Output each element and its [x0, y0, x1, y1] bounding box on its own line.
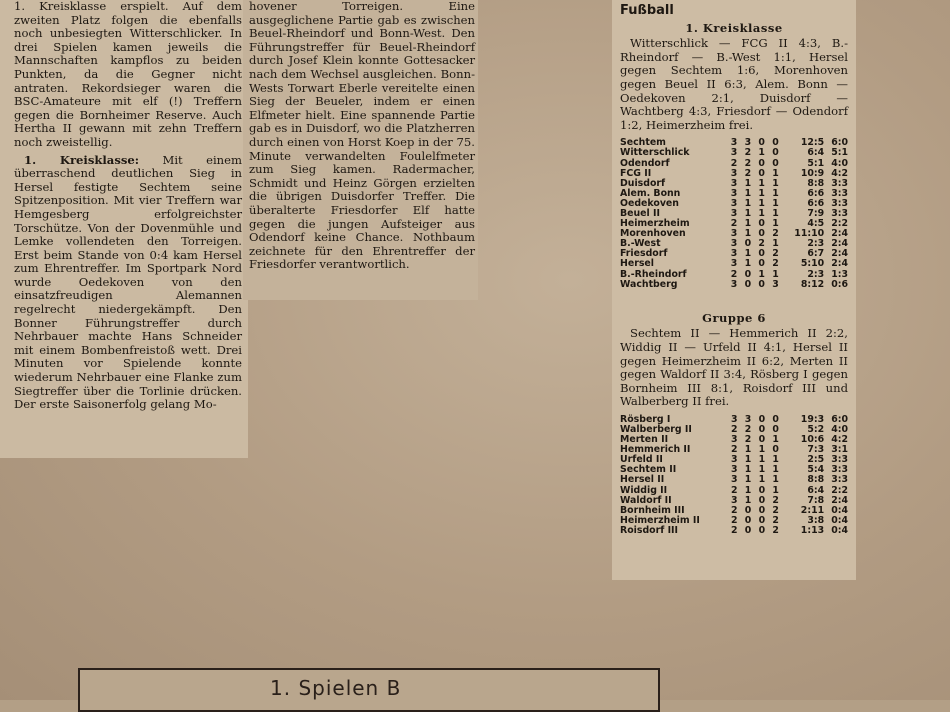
lost-cell: 1 [772, 454, 779, 466]
goals-cell: 4:5 [807, 218, 825, 230]
points-cell: 3:1 [831, 444, 848, 456]
won-cell: 1 [744, 248, 752, 260]
played-cell: 3 [730, 248, 738, 260]
points-cell: 2:4 [831, 494, 848, 506]
team-name-cell: Rösberg I [620, 413, 671, 425]
team-name-cell: Waldorf II [620, 494, 672, 506]
played-cell: 2 [730, 268, 738, 280]
won-cell: 1 [744, 197, 752, 209]
lost-cell: 3 [772, 278, 779, 290]
team-name-cell: Friesdorf [620, 248, 668, 260]
drawn-cell: 0 [758, 258, 765, 270]
drawn-cell: 1 [758, 147, 765, 159]
won-cell: 1 [744, 464, 752, 476]
lost-cell: 0 [772, 424, 779, 435]
bottom-box [78, 668, 660, 712]
drawn-cell: 1 [758, 474, 766, 486]
points-cell: 0:4 [831, 524, 848, 536]
points-cell: 5:1 [831, 147, 848, 159]
lost-cell: 1 [772, 484, 779, 496]
won-cell: 1 [744, 484, 752, 496]
won-cell: 3 [744, 137, 752, 149]
won-cell: 1 [744, 494, 752, 506]
table-row [620, 280, 848, 290]
drawn-cell: 1 [758, 208, 765, 219]
won-cell: 1 [744, 444, 752, 456]
kreisklasse-title: 1. Kreisklasse [685, 20, 783, 35]
won-cell: 1 [744, 218, 752, 230]
team-name-cell: Morenhoven [620, 228, 686, 240]
team-name-cell: B.-West [620, 238, 661, 250]
drawn-cell: 1 [758, 464, 766, 476]
points-cell: 0:4 [831, 514, 848, 526]
lost-cell: 1 [772, 474, 779, 486]
drawn-cell: 0 [758, 228, 765, 240]
goals-cell: 5:2 [807, 424, 825, 435]
won-cell: 1 [744, 177, 752, 189]
played-cell: 3 [730, 238, 738, 250]
lost-cell: 1 [772, 434, 779, 446]
drawn-cell: 0 [758, 504, 766, 516]
drawn-cell: 1 [758, 444, 766, 456]
team-name-cell: Merten II [620, 434, 669, 446]
played-cell: 3 [730, 147, 738, 159]
team-name-cell: FCG II [620, 167, 652, 179]
won-cell: 0 [744, 524, 752, 536]
drawn-cell: 0 [758, 278, 765, 290]
drawn-cell: 0 [758, 524, 766, 536]
goals-cell: 11:10 [794, 228, 825, 240]
drawn-cell: 0 [758, 434, 766, 446]
points-cell: 6:0 [831, 413, 848, 425]
lost-cell: 1 [772, 197, 779, 209]
drawn-cell: 1 [758, 177, 765, 189]
team-name-cell: Sechtem [620, 137, 666, 149]
won-cell: 0 [744, 504, 752, 516]
lost-cell: 0 [772, 157, 779, 169]
goals-cell: 6:7 [807, 248, 825, 260]
drawn-cell: 1 [758, 197, 765, 209]
points-cell: 1:3 [831, 268, 848, 280]
team-name-cell: Bornheim III [620, 504, 685, 516]
drawn-cell: 0 [758, 248, 765, 260]
won-cell: 2 [744, 157, 752, 169]
played-cell: 3 [730, 137, 738, 149]
won-cell: 0 [744, 238, 752, 250]
points-cell: 6:0 [831, 137, 848, 149]
played-cell: 2 [730, 524, 738, 536]
goals-cell: 7:3 [807, 444, 825, 456]
played-cell: 3 [730, 177, 738, 189]
left-paragraph-1: 1. Kreisklasse erspielt. Auf dem zweiten Platz folgen die ebenfalls noch unbesiegten Witterschlicker. In drei Spielen kamen jeweils die Mannschaften kampflos zu beiden Punkten, da die Gegner nicht antraten. Rekordsieger waren die BSC-Amateure mit elf (!) Treffern gegen die Bornheimer Reserve. Auch Hertha II gewann mit zehn Treffern noch zweistellig. [14, 0, 242, 149]
points-cell: 3:3 [831, 208, 848, 219]
drawn-cell: 1 [758, 454, 766, 466]
section-title: Fußball [620, 3, 674, 18]
played-cell: 2 [730, 424, 738, 435]
drawn-cell: 0 [758, 424, 766, 435]
points-cell: 3:3 [831, 454, 848, 466]
won-cell: 2 [744, 434, 752, 446]
points-cell: 3:3 [831, 197, 848, 209]
kreisklasse-standings-table [620, 138, 848, 289]
points-cell: 4:0 [831, 424, 848, 435]
lost-cell: 1 [772, 238, 779, 250]
gruppe-results: Sechtem II — Hemmerich II 2:2, Widdig II — Urfeld II 4:1, Hersel II gegen Heimerzheim II 6:2, Merten II gegen Waldorf II 3:4, Rösberg I gegen Bornheim III 8:1, Roisdorf III und Walberberg II frei. [620, 326, 848, 409]
goals-cell: 2:3 [807, 238, 825, 250]
played-cell: 3 [730, 258, 738, 270]
played-cell: 3 [730, 278, 738, 290]
won-cell: 2 [744, 147, 752, 159]
kreisklasse-results: Witterschlick — FCG II 4:3, B.-Rheindorf — B.-West 1:1, Hersel gegen Sechtem 1:6, Morenhoven gegen Beuel II 6:3, Alem. Bonn — Oedekoven 2:1, Duisdorf — Wachtberg 4:3, Friesdorf — Odendorf 1:2, Heimerzheim frei. [620, 36, 848, 132]
played-cell: 3 [730, 167, 738, 179]
drawn-cell: 0 [758, 157, 765, 169]
played-cell: 3 [730, 474, 738, 486]
lost-cell: 2 [772, 524, 779, 536]
points-cell: 4:2 [831, 167, 848, 179]
left-column [14, 0, 242, 412]
goals-cell: 2:11 [800, 504, 825, 516]
points-cell: 0:4 [831, 504, 848, 516]
played-cell: 3 [730, 413, 738, 425]
lost-cell: 2 [772, 258, 779, 270]
played-cell: 3 [730, 197, 738, 209]
team-name-cell: Roisdorf III [620, 524, 679, 536]
goals-cell: 10:9 [800, 167, 825, 179]
team-name-cell: Hersel II [620, 474, 665, 486]
goals-cell: 6:4 [807, 147, 825, 159]
points-cell: 2:4 [831, 238, 848, 250]
team-name-cell: Witterschlick [620, 147, 690, 159]
played-cell: 3 [730, 494, 738, 506]
goals-cell: 8:8 [807, 177, 825, 189]
lost-cell: 0 [772, 137, 779, 149]
team-name-cell: Sechtem II [620, 464, 677, 476]
played-cell: 2 [730, 504, 738, 516]
lost-cell: 0 [772, 147, 779, 159]
team-name-cell: Duisdorf [620, 177, 666, 189]
goals-cell: 10:6 [800, 434, 825, 446]
won-cell: 3 [744, 413, 752, 425]
drawn-cell: 2 [758, 238, 765, 250]
drawn-cell: 0 [758, 413, 766, 425]
team-name-cell: Oedekoven [620, 197, 679, 209]
goals-cell: 2:3 [807, 268, 825, 280]
won-cell: 0 [744, 268, 752, 280]
team-name-cell: Wachtberg [620, 278, 678, 290]
team-name-cell: Walberberg II [620, 424, 692, 435]
lost-cell: 1 [772, 208, 779, 219]
won-cell: 1 [744, 474, 752, 486]
lost-cell: 1 [772, 464, 779, 476]
points-cell: 2:2 [831, 484, 848, 496]
team-name-cell: Urfeld II [620, 454, 663, 466]
won-cell: 2 [744, 424, 752, 435]
team-name-cell: Widdig II [620, 484, 668, 496]
team-name-cell: Hemmerich II [620, 444, 691, 456]
played-cell: 3 [730, 464, 738, 476]
points-cell: 2:4 [831, 228, 848, 240]
middle-paragraph: hovener Torreigen. Eine ausgeglichene Partie gab es zwischen Beuel-Rheindorf und Bonn-West. Den Führungstreffer für Beuel-Rheindorf durch Josef Klein konnte Gottesacker nach dem Wechsel ausgleichen. Bonn-Wests Torwart Eberle vereitelte einen Sieg der Beueler, indem er einen Elfmeter hielt. Eine spannende Partie gab es in Duisdorf, wo die Platzherren durch einen von Horst Koep in der 75. Minute verwandelten Foulelfmeter zum Sieg kamen. Radermacher, Schmidt und Heinz Görgen erzielten die übrigen Duisdorfer Treffer. Die überalterte Friesdorfer Elf hatte gegen die jungen Aufsteiger aus Odendorf keine Chance. Nothbaum zeichnete für den Ehrentreffer der Friesdorfer verantwortlich. [249, 0, 475, 272]
drawn-cell: 0 [758, 494, 766, 506]
gruppe-title: Gruppe 6 [702, 310, 766, 325]
goals-cell: 7:9 [807, 208, 825, 219]
goals-cell: 6:6 [807, 197, 825, 209]
played-cell: 2 [730, 484, 738, 496]
lost-cell: 2 [772, 504, 779, 516]
lost-cell: 1 [772, 187, 779, 199]
played-cell: 3 [730, 228, 738, 240]
drawn-cell: 0 [758, 137, 765, 149]
drawn-cell: 0 [758, 514, 766, 526]
team-name-cell: Odendorf [620, 157, 670, 169]
team-name-cell: Heimerzheim [620, 218, 690, 230]
lost-cell: 1 [772, 218, 779, 230]
played-cell: 3 [730, 454, 738, 466]
won-cell: 1 [744, 258, 752, 270]
lost-cell: 2 [772, 248, 779, 260]
played-cell: 2 [730, 157, 738, 169]
drawn-cell: 1 [758, 187, 765, 199]
points-cell: 0:6 [831, 278, 848, 290]
team-name-cell: Beuel II [620, 208, 660, 219]
points-cell: 3:3 [831, 474, 848, 486]
goals-cell: 8:12 [800, 278, 825, 290]
played-cell: 2 [730, 444, 738, 456]
lost-cell: 0 [772, 413, 779, 425]
won-cell: 1 [744, 228, 752, 240]
gruppe-standings-table [620, 415, 848, 536]
played-cell: 2 [730, 218, 738, 230]
won-cell: 2 [744, 167, 752, 179]
team-name-cell: Alem. Bonn [620, 187, 681, 199]
goals-cell: 6:4 [807, 484, 825, 496]
kreisklasse-lead: 1. Kreisklasse: [24, 152, 140, 167]
middle-column [249, 0, 475, 272]
lost-cell: 1 [772, 167, 779, 179]
won-cell: 0 [744, 514, 752, 526]
kreisklasse-text: Mit einem überraschend deutlichen Sieg in Hersel festigte Sechtem seine Spitzenposition. Mit vier Treffern war Hemgesberg erfolgreichster Torschütze. Von der Dovenmühle und Lemke vollendeten den Torreigen. Erst beim Stande von 0:4 kam Hersel zum Ehrentreffer. Im Sportpark Nord wurde Oedekoven von den einsatzfreudigen Alemannen regelrecht niedergekämpft. Den Bonner Führungstreffer durch Nehrbauer machte Hans Schneider mit einem Bombenfreistoß wett. Drei Minuten vor Spielende konnte wiederum Nehrbauer eine Flanke zum Siegtreffer über die Torlinie drücken. Der erste Saisonerfolg gelang Mo- [14, 152, 242, 412]
drawn-cell: 0 [758, 484, 766, 496]
lost-cell: 0 [772, 444, 779, 456]
goals-cell: 19:3 [800, 413, 825, 425]
played-cell: 3 [730, 434, 738, 446]
won-cell: 1 [744, 187, 752, 199]
goals-cell: 5:1 [807, 157, 825, 169]
points-cell: 3:3 [831, 187, 848, 199]
points-cell: 3:3 [831, 177, 848, 189]
points-cell: 4:0 [831, 157, 848, 169]
goals-cell: 2:5 [807, 454, 825, 466]
points-cell: 4:2 [831, 434, 848, 446]
lost-cell: 2 [772, 494, 779, 506]
drawn-cell: 0 [758, 167, 765, 179]
goals-cell: 7:8 [807, 494, 825, 506]
played-cell: 3 [730, 208, 738, 219]
team-name-cell: Heimerzheim II [620, 514, 700, 526]
won-cell: 1 [744, 454, 752, 466]
team-name-cell: B.-Rheindorf [620, 268, 687, 280]
left-paragraph-2 [14, 154, 242, 412]
lost-cell: 2 [772, 514, 779, 526]
drawn-cell: 1 [758, 268, 765, 280]
team-name-cell: Hersel [620, 258, 654, 270]
goals-cell: 6:6 [807, 187, 825, 199]
goals-cell: 5:10 [800, 258, 825, 270]
points-cell: 2:4 [831, 258, 848, 270]
goals-cell: 3:8 [807, 514, 825, 526]
points-cell: 2:4 [831, 248, 848, 260]
goals-cell: 8:8 [807, 474, 825, 486]
played-cell: 2 [730, 514, 738, 526]
won-cell: 0 [744, 278, 752, 290]
points-cell: 2:2 [831, 218, 848, 230]
goals-cell: 12:5 [800, 137, 825, 149]
lost-cell: 2 [772, 228, 779, 240]
table-row [620, 526, 848, 536]
played-cell: 3 [730, 187, 738, 199]
lost-cell: 1 [772, 177, 779, 189]
bottom-box-text: 1. Spielen B [270, 676, 402, 700]
points-cell: 3:3 [831, 464, 848, 476]
right-column [620, 0, 848, 536]
lost-cell: 1 [772, 268, 779, 280]
goals-cell: 1:13 [800, 524, 825, 536]
drawn-cell: 0 [758, 218, 765, 230]
won-cell: 1 [744, 208, 752, 219]
goals-cell: 5:4 [807, 464, 825, 476]
